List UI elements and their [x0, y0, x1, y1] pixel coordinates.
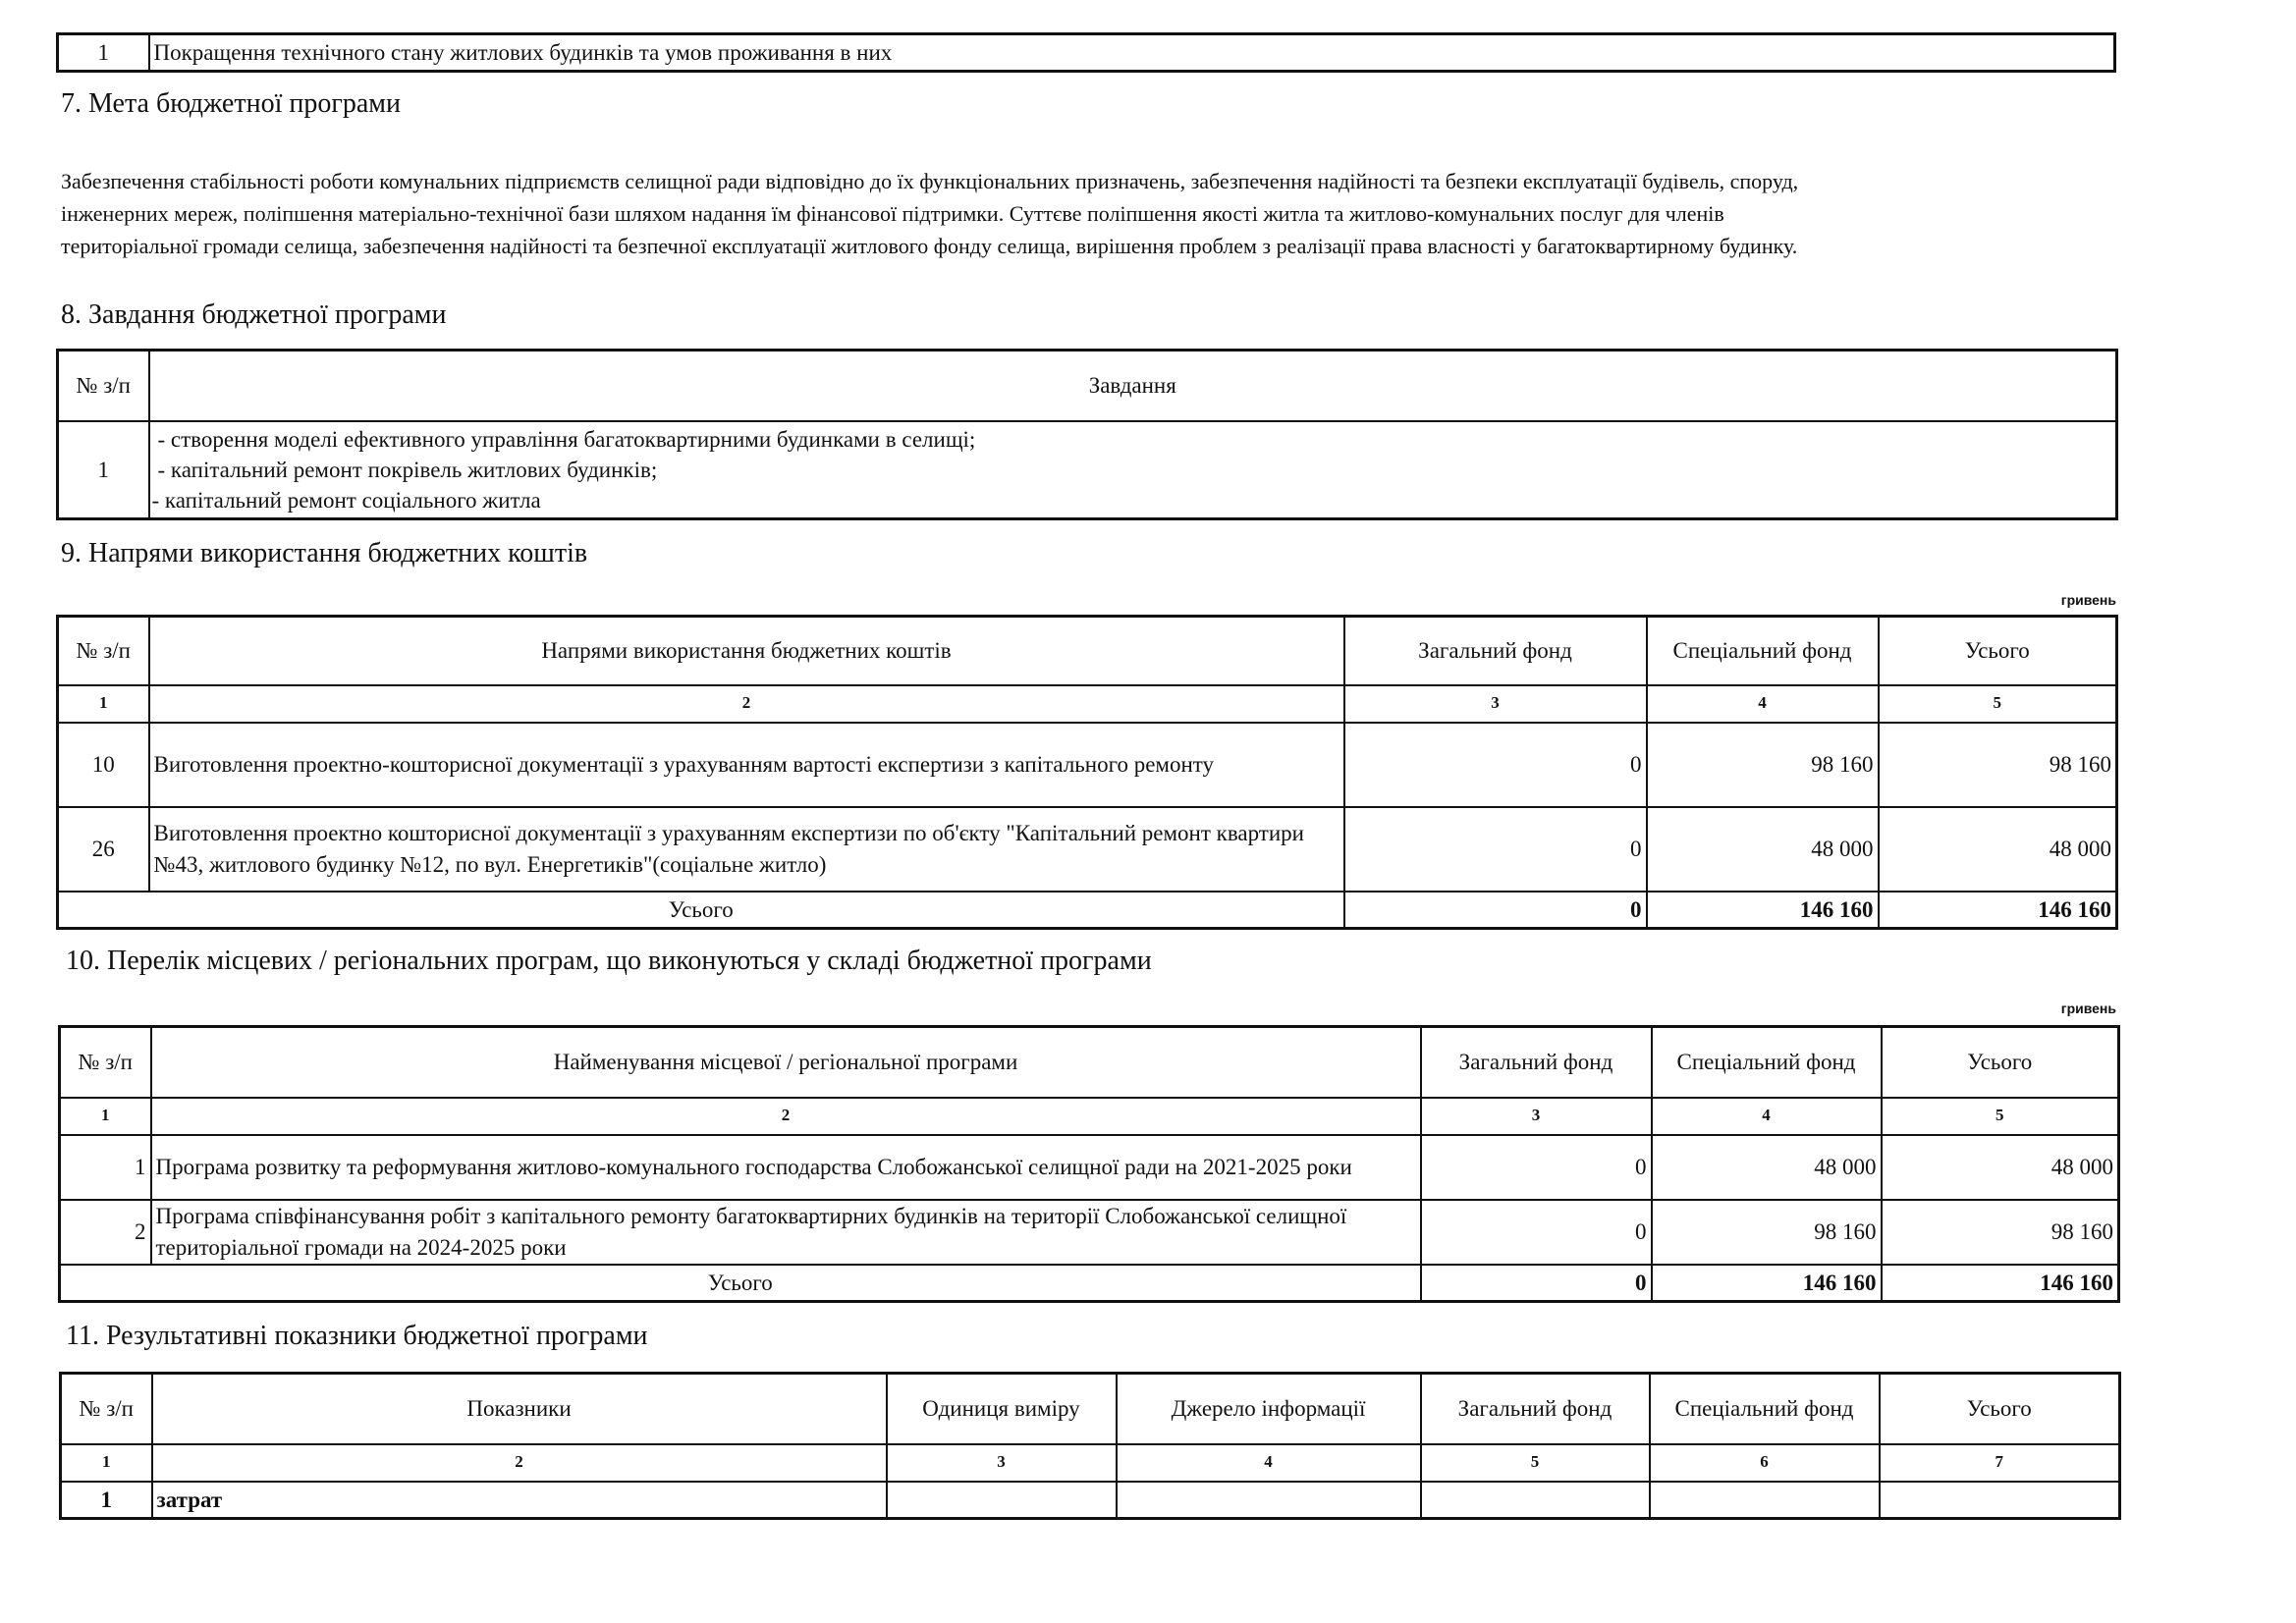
row-number: 1 [61, 1482, 152, 1519]
col-number: 5 [1882, 1098, 2119, 1135]
top-row-number: 1 [58, 34, 149, 72]
col-number: 3 [1344, 685, 1647, 723]
row-total: 98 160 [1882, 1200, 2119, 1265]
top-row-table [56, 32, 2116, 73]
header-indicators: Показники [152, 1374, 887, 1444]
header-general-fund: Загальний фонд [1421, 1374, 1650, 1444]
total-label: Усього [58, 892, 1344, 929]
row-name: Виготовлення проектно кошторисної документації з урахуванням експертизи по об'єкту "Капітальний ремонт квартири №43, житлового будинку №12, по вул. Енергетиків"(соціальне житло) [149, 807, 1344, 892]
table-row [61, 1482, 2120, 1519]
indicators-table [59, 1372, 2121, 1520]
header-special-fund: Спеціальний фонд [1647, 617, 1879, 685]
header-number: № з/п [60, 1027, 151, 1098]
table-row [58, 723, 2117, 807]
row-number: 2 [60, 1200, 151, 1265]
header-number: № з/п [58, 617, 149, 685]
total-total: 146 160 [1882, 1265, 2119, 1302]
empty-cell [1880, 1482, 2120, 1519]
header-special-fund: Спеціальний фонд [1650, 1374, 1880, 1444]
col-number: 7 [1880, 1444, 2120, 1482]
row-name: Програма розвитку та реформування житлово-комунального господарства Слобожанської селищної ради на 2021-2025 роки [151, 1135, 1421, 1200]
total-row [60, 1265, 2119, 1302]
row-special-fund: 98 160 [1652, 1200, 1882, 1265]
programs-table [58, 1025, 2120, 1303]
task-item: - створення моделі ефективного управління багатоквартирними будинками в селищі; [157, 426, 976, 452]
col-number: 6 [1650, 1444, 1880, 1482]
total-general-fund: 0 [1421, 1265, 1652, 1302]
task-item: - капітальний ремонт покрівель житлових будинків; [157, 457, 658, 482]
section-11-title: 11. Результативні показники бюджетної програми [66, 1321, 648, 1351]
col-number: 2 [152, 1444, 887, 1482]
row-special-fund: 98 160 [1647, 723, 1879, 807]
section-7-title: 7. Мета бюджетної програми [61, 88, 401, 119]
header-source: Джерело інформації [1117, 1374, 1421, 1444]
row-number: 10 [58, 723, 149, 807]
top-row-text: Покращення технічного стану житлових будинків та умов проживання в них [149, 34, 2115, 72]
row-total: 48 000 [1879, 807, 2117, 892]
col-number: 4 [1652, 1098, 1882, 1135]
section-10-title: 10. Перелік місцевих / регіональних програм, що виконуються у складі бюджетної програми [66, 946, 1152, 976]
col-number: 4 [1117, 1444, 1421, 1482]
row-number: 1 [60, 1135, 151, 1200]
header-general-fund: Загальний фонд [1421, 1027, 1652, 1098]
row-special-fund: 48 000 [1647, 807, 1879, 892]
total-row [58, 892, 2117, 929]
col-number: 1 [58, 685, 149, 723]
empty-cell [1650, 1482, 1880, 1519]
col-number: 4 [1647, 685, 1879, 723]
row-general-fund: 0 [1421, 1200, 1652, 1265]
section-10-unit: гривень [2060, 1001, 2116, 1016]
empty-cell [887, 1482, 1117, 1519]
col-number: 2 [149, 685, 1344, 723]
header-unit: Одиниця виміру [887, 1374, 1117, 1444]
directions-table [56, 615, 2118, 930]
col-number: 3 [1421, 1098, 1652, 1135]
row-name: Виготовлення проектно-кошторисної документації з урахуванням вартості експертизи з капітального ремонту [149, 723, 1344, 807]
col-number: 5 [1879, 685, 2117, 723]
row-total: 48 000 [1882, 1135, 2119, 1200]
header-number: № з/п [61, 1374, 152, 1444]
total-special-fund: 146 160 [1647, 892, 1879, 929]
tasks-table [56, 349, 2118, 520]
row-total: 98 160 [1879, 723, 2117, 807]
section-9-title: 9. Напрями використання бюджетних коштів [61, 538, 588, 568]
task-item: - капітальний ремонт соціального житла [151, 487, 541, 513]
empty-cell [1117, 1482, 1421, 1519]
section-8-title: 8. Завдання бюджетної програми [61, 299, 447, 330]
empty-cell [1421, 1482, 1650, 1519]
row-general-fund: 0 [1344, 723, 1647, 807]
total-total: 146 160 [1879, 892, 2117, 929]
row-number: 26 [58, 807, 149, 892]
header-total: Усього [1882, 1027, 2119, 1098]
col-number: 2 [151, 1098, 1421, 1135]
header-direction: Напрями використання бюджетних коштів [149, 617, 1344, 685]
task-list [149, 421, 2117, 519]
col-number-header: № з/п [58, 351, 149, 421]
col-number: 5 [1421, 1444, 1650, 1482]
task-row-number: 1 [58, 421, 149, 519]
table-row [60, 1135, 2119, 1200]
col-number: 3 [887, 1444, 1117, 1482]
row-special-fund: 48 000 [1652, 1135, 1882, 1200]
header-total: Усього [1880, 1374, 2120, 1444]
table-row [60, 1200, 2119, 1265]
table-row [58, 807, 2117, 892]
section-7-line: територіальної громади селища, забезпечення надійності та безпечної експлуатації житлового фонду селища, вирішення проблем з реалізації права власності у багатоквартирному будинку. [61, 234, 1798, 258]
section-9-unit: гривень [2060, 592, 2116, 608]
section-7-line: Забезпечення стабільності роботи комунальних підприємств селищної ради відповідно до їх функціональних призначень, забезпечення надійності та безпеки експлуатації будівель, споруд, [61, 169, 1799, 193]
row-name: затрат [152, 1482, 887, 1519]
header-special-fund: Спеціальний фонд [1652, 1027, 1882, 1098]
row-general-fund: 0 [1421, 1135, 1652, 1200]
col-task-header: Завдання [149, 351, 2117, 421]
row-general-fund: 0 [1344, 807, 1647, 892]
total-general-fund: 0 [1344, 892, 1647, 929]
header-general-fund: Загальний фонд [1344, 617, 1647, 685]
total-label: Усього [60, 1265, 1421, 1302]
row-name: Програма співфінансування робіт з капітального ремонту багатоквартирних будинків на території Слобожанської селищної територіальної громади на 2024-2025 роки [151, 1200, 1421, 1265]
header-total: Усього [1879, 617, 2117, 685]
section-7-line: інженерних мереж, поліпшення матеріально-технічної бази шляхом надання їм фінансової підтримки. Суттєве поліпшення якості житла та житлово-комунальних послуг для членів [61, 201, 1724, 226]
col-number: 1 [60, 1098, 151, 1135]
total-special-fund: 146 160 [1652, 1265, 1882, 1302]
col-number: 1 [61, 1444, 152, 1482]
header-program: Найменування місцевої / регіональної програми [151, 1027, 1421, 1098]
section-7-text [61, 165, 2133, 262]
